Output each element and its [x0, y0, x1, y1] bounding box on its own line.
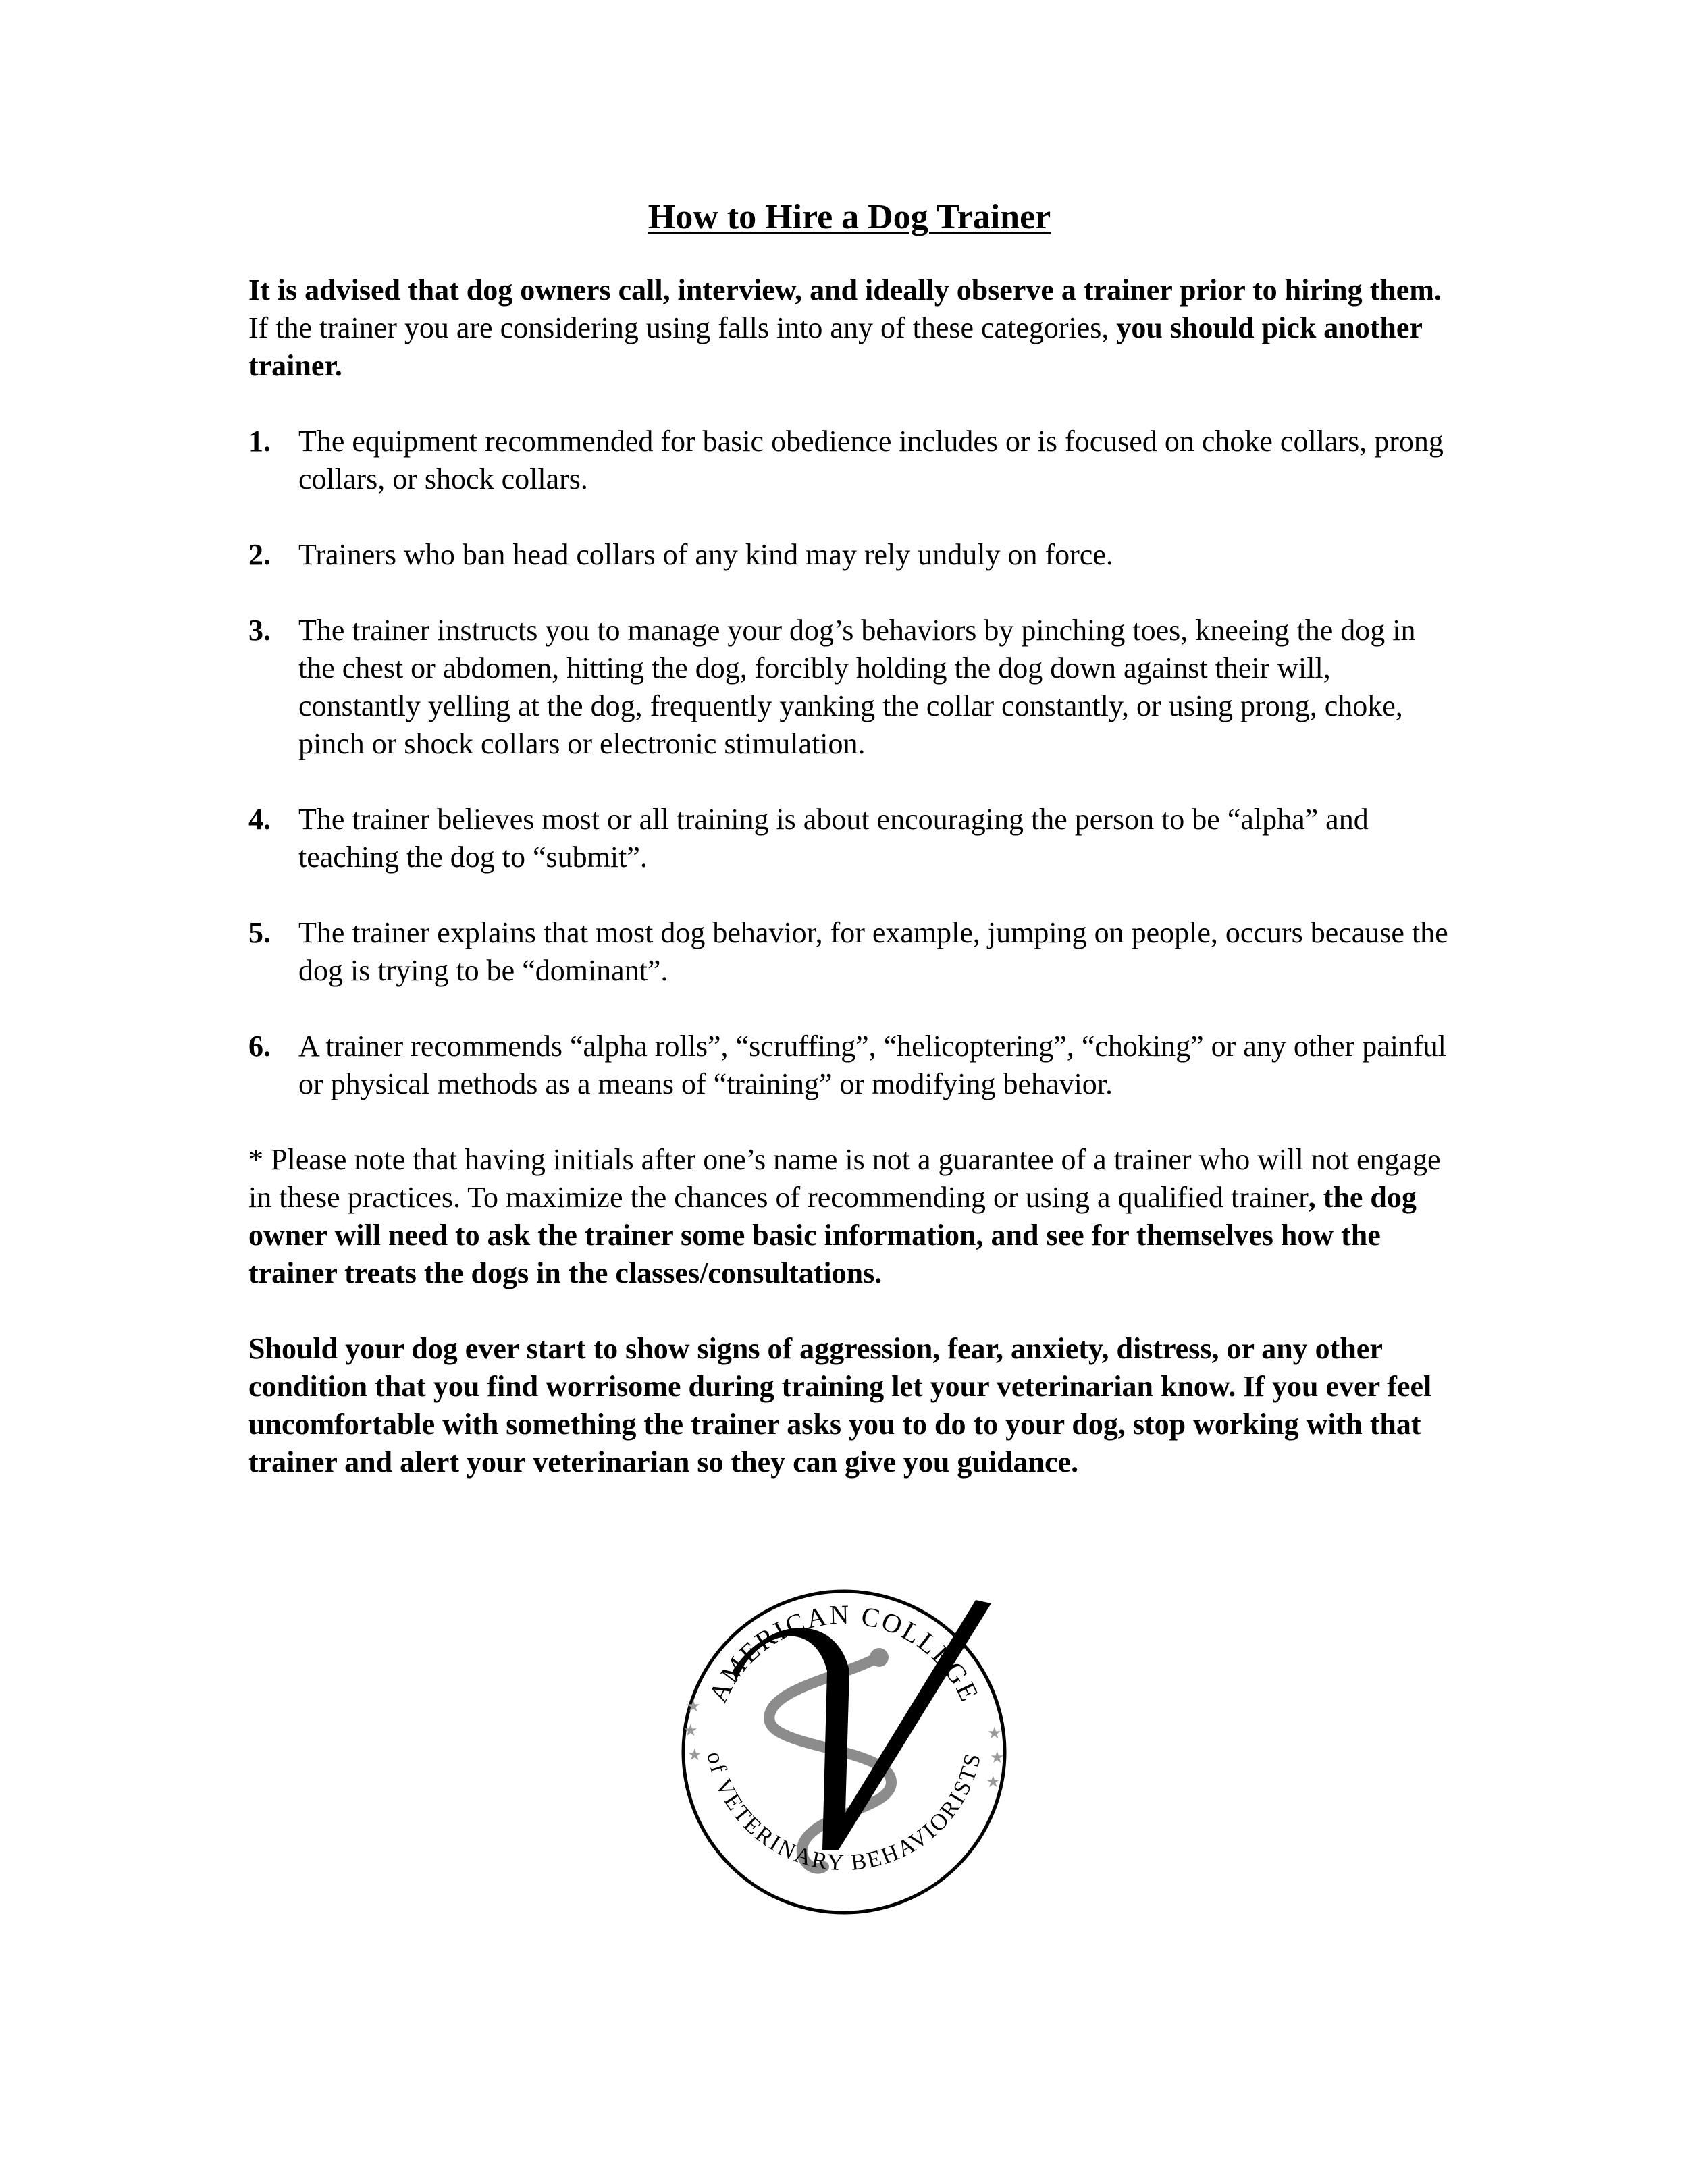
list-item-number: 4.	[248, 803, 271, 836]
document-page	[248, 196, 1450, 1481]
list-item	[248, 914, 1450, 990]
list-item-number: 5.	[248, 916, 271, 949]
closing-paragraph	[248, 1330, 1450, 1481]
star-icon: ★	[987, 1724, 1002, 1742]
list-item-text: The equipment recommended for basic obedience includes or is focused on choke collars, prong collars, or shock collars.	[298, 425, 1444, 496]
star-icon: ★	[986, 1772, 1001, 1791]
seal-bottom-arc-text: of VETERINARY BEHAVIORISTS	[702, 1749, 986, 1876]
list-item-number: 6.	[248, 1030, 271, 1063]
list-item	[248, 536, 1450, 574]
closing-bold-text: Should your dog ever start to show signs of aggression, fear, anxiety, distress, or any other condition that you find worrisome during training let your veterinarian know. If you ever feel uncomfortable with something the trainer asks you to do to your dog, stop working with that trainer and alert your veterinarian so they can give you guidance.	[248, 1332, 1432, 1479]
seal-top-arc-text: AMERICAN COLLEGE	[702, 1599, 986, 1707]
list-item-text: The trainer instructs you to manage your dog’s behaviors by pinching toes, kneeing the dog in the chest or abdomen, hitting the dog, forcibly holding the dog down against their will, constantly yelling at the dog, frequently yanking the collar constantly, or using prong, choke, pinch or shock collars or electronic stimulation.	[298, 614, 1416, 760]
list-item	[248, 612, 1450, 763]
star-icon: ★	[687, 1745, 702, 1764]
serpent-head-icon	[870, 1648, 889, 1667]
star-icon: ★	[683, 1721, 698, 1740]
list-item	[248, 423, 1450, 498]
list-item-text: The trainer explains that most dog behavior, for example, jumping on people, occurs because the dog is trying to be “dominant”.	[298, 916, 1448, 987]
list-item	[248, 801, 1450, 876]
list-item-text: A trainer recommends “alpha rolls”, “scruffing”, “helicoptering”, “choking” or any other painful or physical methods as a means of “training” or modifying behavior.	[298, 1030, 1446, 1100]
intro-bold-lead: It is advised that dog owners call, interview, and ideally observe a trainer prior to hiring them.	[248, 273, 1442, 307]
star-icon: ★	[990, 1748, 1005, 1767]
star-icon: ★	[686, 1697, 701, 1715]
list-item-number: 2.	[248, 538, 271, 571]
list-item-text: Trainers who ban head collars of any kind may rely unduly on force.	[298, 538, 1113, 571]
intro-bold-tail: you should pick another trainer.	[248, 311, 1423, 382]
acvb-seal-logo	[668, 1576, 1020, 1927]
list-item-number: 1.	[248, 425, 271, 458]
note-bold-text: , the dog owner will need to ask the trainer some basic information, and see for themselves how the trainer treats the dogs in the classes/consultations.	[248, 1181, 1417, 1289]
note-paragraph	[248, 1141, 1450, 1292]
list-item	[248, 1028, 1450, 1103]
list-item-number: 3.	[248, 614, 271, 647]
page-title: How to Hire a Dog Trainer	[648, 198, 1051, 236]
intro-text: If the trainer you are considering using falls into any of these categories,	[248, 311, 1117, 344]
list-item-text: The trainer believes most or all training is about encouraging the person to be “alpha” and teaching the dog to “submit”.	[298, 803, 1369, 874]
note-text: * Please note that having initials after one’s name is not a guarantee of a trainer who will not engage in these practices. To maximize the chances of recommending or using a qualified trainer	[248, 1143, 1441, 1214]
intro-paragraph	[248, 271, 1450, 385]
warning-list	[248, 423, 1450, 1103]
